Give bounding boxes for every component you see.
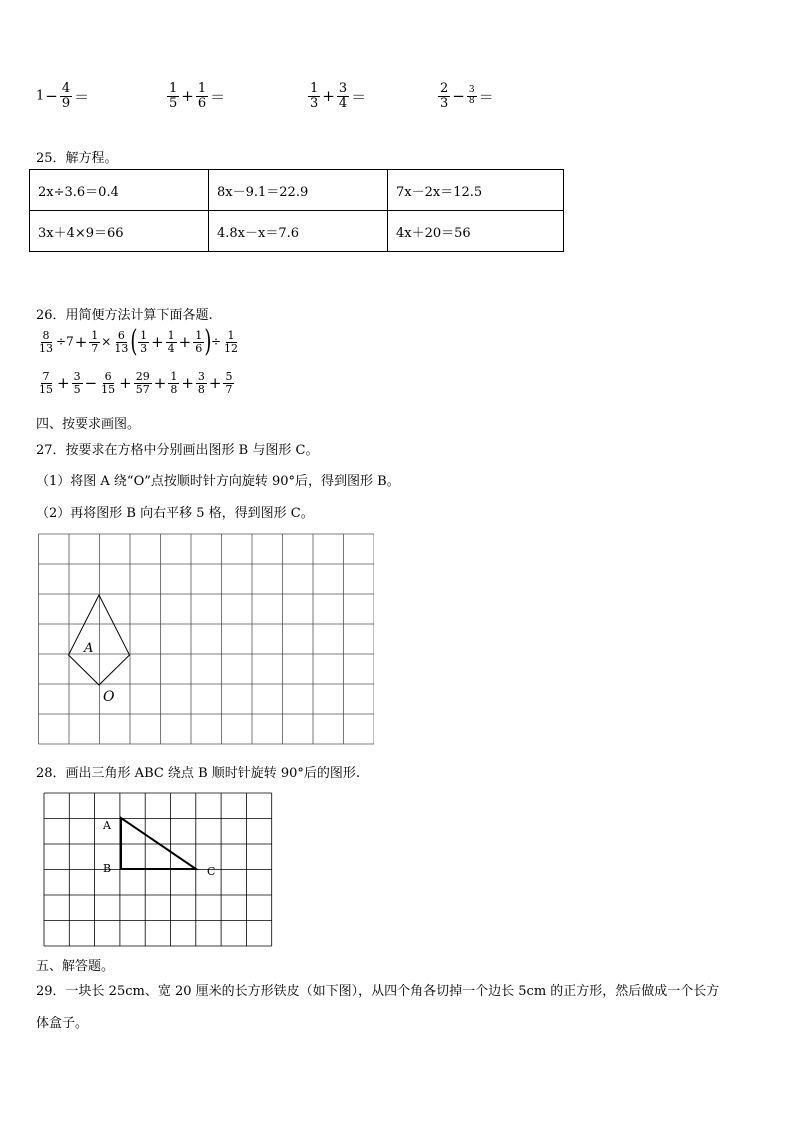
q25-title: 25．解方程。 [36,151,118,166]
fraction: $\frac{3}{8}$ [468,85,475,106]
operator: + [57,374,70,393]
fraction: $\frac{1}{3}$ [310,81,319,111]
q29-line-2: 体盒子。 [36,1016,89,1031]
equation-cell: 4x＋20＝56 [388,211,564,252]
label-c: C [207,865,216,878]
equation-cell: 7x－2x＝12.5 [388,170,564,211]
operator: + [178,333,192,351]
equals-sign: ＝ [351,87,367,106]
fraction: $\frac{1}{5}$ [169,81,178,111]
operator: + [322,87,335,106]
fraction: $\frac{1}{3}$ [140,328,148,355]
fraction: $\frac{1}{6}$ [195,328,203,355]
section-heading: 五、解答题。 [36,959,115,974]
q24-expr-3 [307,82,367,110]
q27-part-2: （2）再将图形 B 向右平移 5 格，得到图形 C。 [36,506,314,521]
operator: × [101,334,112,349]
equation-cell: 3x＋4×9＝66 [30,211,209,252]
equation-cell: 2x÷3.6＝0.4 [30,170,209,211]
q28-title: 28．画出三角形 ABC 绕点 B 顺时针旋转 90°后的图形. [36,766,361,781]
triangle-abc [121,818,196,869]
table-row [30,211,564,252]
q26-title: 26．用简便方法计算下面各题. [36,308,213,323]
operator: − [84,374,98,393]
fraction: $\frac{3}{8}$ [197,370,205,396]
label-a: A [84,641,94,656]
grid-28 [43,792,275,948]
operator: + [74,333,88,351]
grid-27 [38,533,374,747]
q26-expr-2 [36,371,235,395]
operator: − [452,87,465,106]
operator: + [181,87,194,106]
equals-sign: ＝ [210,87,226,106]
right-paren: ) [204,324,212,359]
table-row [30,170,564,211]
whole-number: 1 [36,88,45,104]
fraction: $\frac{5}{7}$ [225,370,233,396]
fraction: $\frac{4}{9}$ [61,81,71,111]
q26-expr-1 [36,324,241,359]
fraction: $\frac{1}{4}$ [167,328,175,355]
fraction: $\frac{1}{6}$ [197,81,207,111]
equals-sign: ＝ [478,87,494,106]
fraction: $\frac{6}{15}$ [101,370,116,396]
fraction: $\frac{6}{13}$ [114,328,129,355]
operator: + [151,333,164,351]
operator: − [45,87,58,106]
fraction: $\frac{1}{8}$ [170,370,178,396]
operator: + [153,374,167,393]
fraction: $\frac{3}{5}$ [73,370,81,396]
operator: + [208,374,222,393]
left-paren: ( [130,324,138,359]
fraction: $\frac{7}{15}$ [39,370,53,396]
fraction: $\frac{3}{4}$ [338,81,348,111]
q27-title: 27．按要求在方格中分别画出图形 B 与图形 C。 [36,443,319,458]
q24-expr-2 [166,82,226,110]
operator: ÷ [56,334,67,349]
q29-line-1: 29．一块长 25cm、宽 20 厘米的长方形铁皮（如下图），从四个角各切掉一个边长 5cm 的正方形，然后做成一个长方 [36,984,720,999]
fraction: $\frac{1}{7}$ [91,328,99,355]
shape-a [69,595,130,685]
q24-expr-1 [36,82,90,110]
operator: + [181,374,194,393]
number: 7 [66,334,74,349]
fraction: $\frac{1}{12}$ [224,328,238,355]
label-b: B [103,862,112,875]
q27-part-1: （1）将图 A 绕“O”点按顺时针方向旋转 90°后，得到图形 B。 [36,474,400,489]
equals-sign: ＝ [74,87,90,106]
label-o: O [103,689,115,705]
equation-cell: 4.8x－x＝7.6 [209,211,388,252]
section-heading: 四、按要求画图。 [36,417,141,432]
label-a: A [103,819,111,832]
equation-cell: 8x－9.1＝22.9 [209,170,388,211]
fraction: $\frac{8}{13}$ [39,328,53,355]
fraction: $\frac{29}{57}$ [135,370,150,396]
q24-expr-4 [437,82,495,110]
fraction: $\frac{2}{3}$ [440,81,449,111]
operator: + [119,374,132,393]
equation-table [29,169,564,252]
operator: ÷ [210,334,221,349]
